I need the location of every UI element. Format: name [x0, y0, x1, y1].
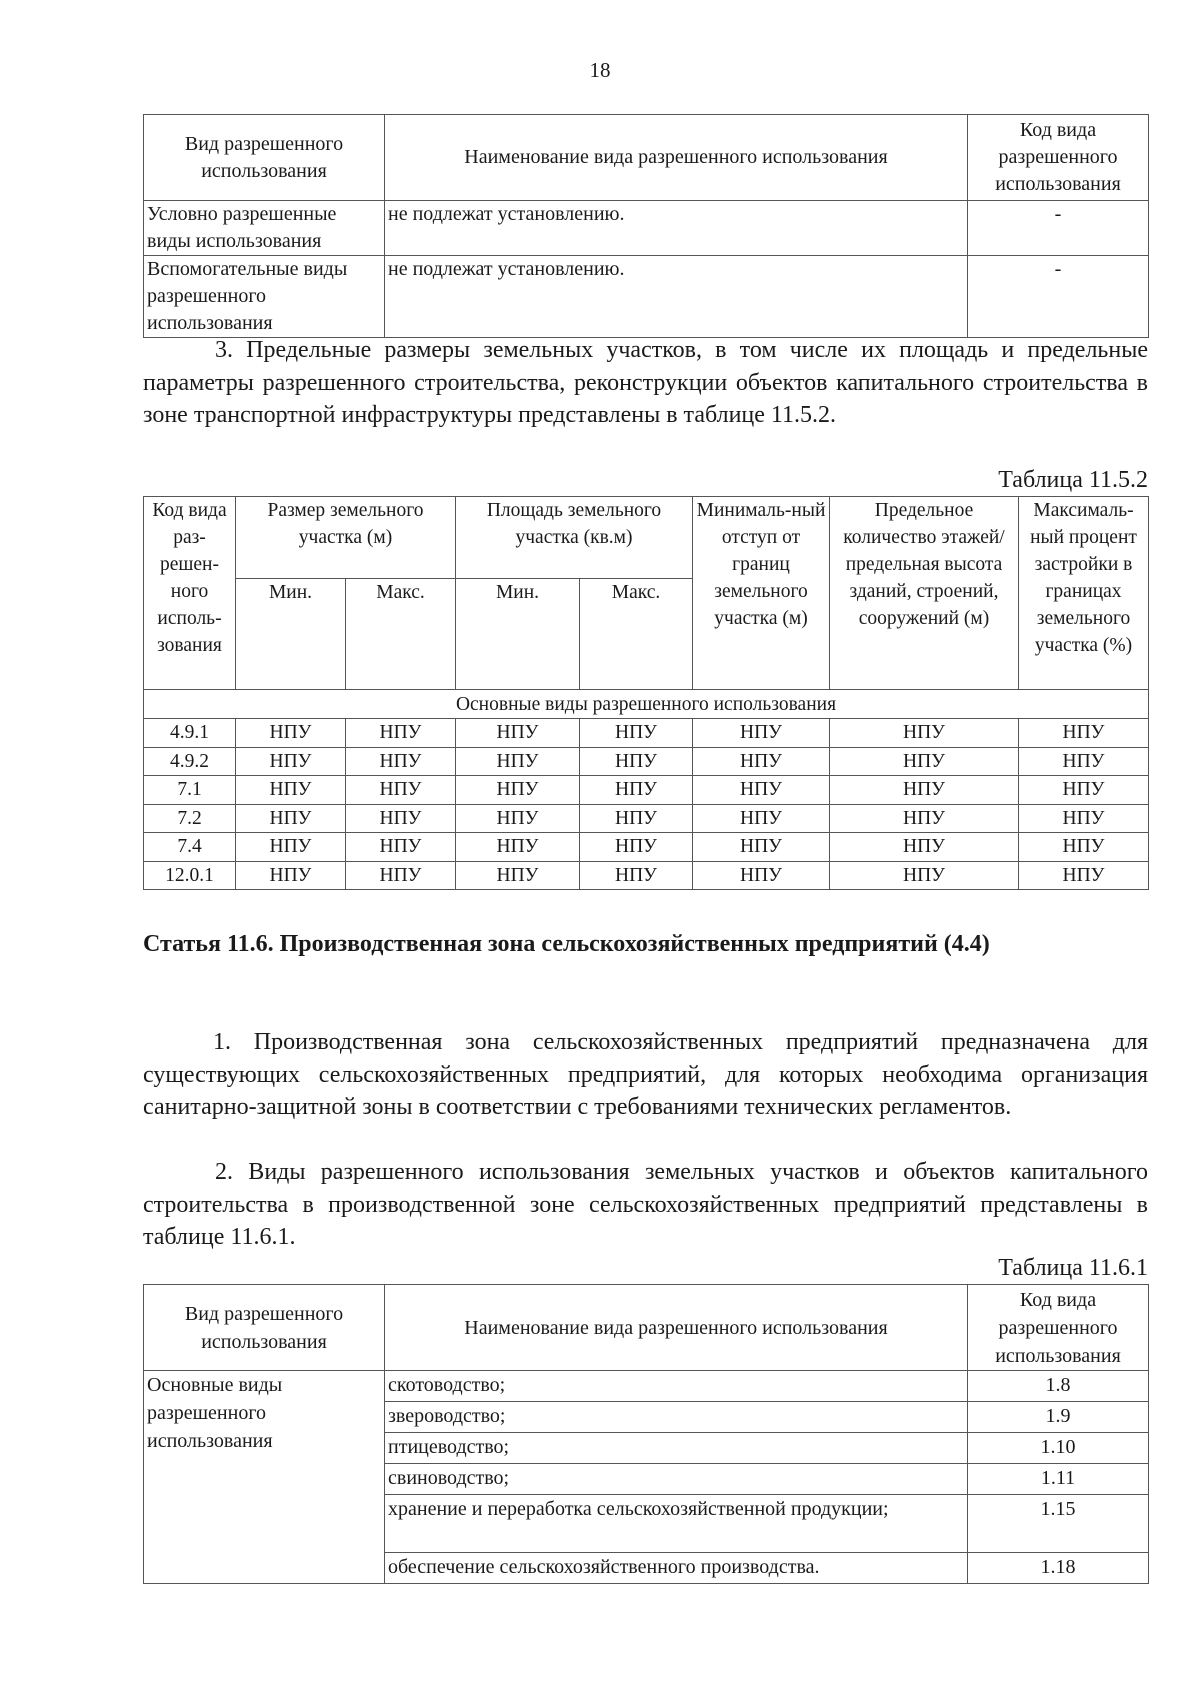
cell-size-min: НПУ	[236, 804, 346, 833]
table-11-6-1	[143, 1284, 1149, 1584]
article-title: Производственная зона сельскохозяйственных предприятий (4.4)	[279, 931, 990, 957]
cell-area-max: НПУ	[580, 719, 693, 748]
cell-code: 4.9.1	[144, 719, 236, 748]
cell-code: 12.0.1	[144, 861, 236, 890]
cell-name: не подлежат установлению.	[385, 256, 968, 338]
cell-code: 7.2	[144, 804, 236, 833]
cell-floors: НПУ	[830, 776, 1019, 805]
cell-size-max: НПУ	[346, 804, 456, 833]
cell-name: свиноводство;	[385, 1464, 968, 1495]
cell-size-min: НПУ	[236, 861, 346, 890]
cell-name: скотоводство;	[385, 1371, 968, 1402]
table-row	[144, 861, 1149, 890]
cell-code: 4.9.2	[144, 747, 236, 776]
cell-size-min: НПУ	[236, 747, 346, 776]
cell-kind: Вспомогательные виды разрешенного использования	[144, 256, 385, 338]
cell-area-max: НПУ	[580, 804, 693, 833]
cell-kind: Условно разрешенные виды использования	[144, 201, 385, 256]
table-caption-11-6-1: Таблица 11.6.1	[998, 1255, 1148, 1281]
cell-size-min: НПУ	[236, 719, 346, 748]
header-code: Код вида раз-решен-ного исполь-зования	[144, 497, 236, 690]
cell-offset: НПУ	[693, 861, 830, 890]
cell-code: 1.8	[968, 1371, 1149, 1402]
table-row	[144, 1371, 1149, 1402]
cell-name: птицеводство;	[385, 1433, 968, 1464]
cell-name: не подлежат установлению.	[385, 201, 968, 256]
cell-code: 1.15	[968, 1495, 1149, 1553]
header-max-percent: Максималь-ный процент застройки в границах земельного участка (%)	[1019, 497, 1149, 690]
header-size-min: Мин.	[236, 579, 346, 690]
header-name: Наименование вида разрешенного использования	[385, 115, 968, 201]
cell-size-max: НПУ	[346, 747, 456, 776]
cell-size-max: НПУ	[346, 719, 456, 748]
cell-name: хранение и переработка сельскохозяйственной продукции;	[385, 1495, 968, 1553]
cell-code: 1.18	[968, 1553, 1149, 1584]
cell-name: звероводство;	[385, 1402, 968, 1433]
table-row	[144, 833, 1149, 862]
header-kind: Вид разрешенного использования	[144, 1285, 385, 1371]
table-row	[144, 804, 1149, 833]
cell-area-min: НПУ	[456, 776, 580, 805]
cell-code: 1.11	[968, 1464, 1149, 1495]
page-number: 18	[589, 58, 611, 82]
cell-size-max: НПУ	[346, 833, 456, 862]
cell-code: 7.1	[144, 776, 236, 805]
header-size-max: Макс.	[346, 579, 456, 690]
article-number: Статья 11.6.	[143, 931, 274, 957]
table-permitted-uses-continuation	[143, 114, 1149, 338]
cell-area-max: НПУ	[580, 776, 693, 805]
cell-offset: НПУ	[693, 776, 830, 805]
section-main-uses: Основные виды разрешенного использования	[144, 690, 1149, 719]
paragraph-1: 1. Производственная зона сельскохозяйственных предприятий предназначена для существующих сельскохозяйственных предприятий, для которых необходима организация санитарно-защитной зоны в соответствии с требованиями технических регламентов.	[143, 1029, 1148, 1120]
header-max-floors: Предельное количество этажей/ предельная высота зданий, строений, сооружений (м)	[830, 497, 1019, 690]
header-area-max: Макс.	[580, 579, 693, 690]
header-code: Код вида разрешенного использования	[968, 1285, 1149, 1371]
cell-percent: НПУ	[1019, 861, 1149, 890]
cell-size-min: НПУ	[236, 833, 346, 862]
cell-floors: НПУ	[830, 861, 1019, 890]
header-plot-size: Размер земельного участка (м)	[236, 497, 456, 579]
cell-area-min: НПУ	[456, 719, 580, 748]
cell-percent: НПУ	[1019, 747, 1149, 776]
cell-area-min: НПУ	[456, 833, 580, 862]
cell-area-min: НПУ	[456, 747, 580, 776]
cell-area-max: НПУ	[580, 833, 693, 862]
cell-percent: НПУ	[1019, 776, 1149, 805]
cell-offset: НПУ	[693, 719, 830, 748]
cell-size-max: НПУ	[346, 776, 456, 805]
cell-floors: НПУ	[830, 747, 1019, 776]
cell-area-min: НПУ	[456, 861, 580, 890]
table-row	[144, 719, 1149, 748]
table-11-5-2	[143, 496, 1149, 890]
cell-name: обеспечение сельскохозяйственного производства.	[385, 1553, 968, 1584]
cell-size-min: НПУ	[236, 776, 346, 805]
cell-area-max: НПУ	[580, 861, 693, 890]
header-area-min: Мин.	[456, 579, 580, 690]
cell-size-max: НПУ	[346, 861, 456, 890]
paragraph-3: 3. Предельные размеры земельных участков, в том числе их площадь и предельные параметры разрешенного строительства, реконструкции объектов капитального строительства в зоне транспортной инфраструктуры представлены в таблице 11.5.2.	[143, 337, 1148, 428]
cell-offset: НПУ	[693, 833, 830, 862]
header-kind: Вид разрешенного использования	[144, 115, 385, 201]
cell-percent: НПУ	[1019, 719, 1149, 748]
cell-percent: НПУ	[1019, 833, 1149, 862]
cell-code: 7.4	[144, 833, 236, 862]
cell-floors: НПУ	[830, 719, 1019, 748]
cell-code: 1.9	[968, 1402, 1149, 1433]
paragraph-2: 2. Виды разрешенного использования земельных участков и объектов капитального строительства в производственной зоне сельскохозяйственных предприятий представлены в таблице 11.6.1.	[143, 1159, 1148, 1250]
cell-offset: НПУ	[693, 747, 830, 776]
table-caption-11-5-2: Таблица 11.5.2	[998, 467, 1148, 493]
cell-group-main-uses: Основные виды разрешенного использования	[144, 1371, 385, 1584]
cell-floors: НПУ	[830, 804, 1019, 833]
cell-offset: НПУ	[693, 804, 830, 833]
cell-area-min: НПУ	[456, 804, 580, 833]
cell-percent: НПУ	[1019, 804, 1149, 833]
header-min-offset: Минималь-ный отступ от границ земельного участка (м)	[693, 497, 830, 690]
cell-code: -	[968, 256, 1149, 338]
table-row	[144, 747, 1149, 776]
cell-floors: НПУ	[830, 833, 1019, 862]
cell-code: -	[968, 201, 1149, 256]
header-code: Код вида разрешенного использования	[968, 115, 1149, 201]
table-row	[144, 201, 1149, 256]
header-plot-area: Площадь земельного участка (кв.м)	[456, 497, 693, 579]
table-row	[144, 776, 1149, 805]
header-name: Наименование вида разрешенного использования	[385, 1285, 968, 1371]
article-heading	[143, 928, 1148, 961]
table-row	[144, 256, 1149, 338]
cell-area-max: НПУ	[580, 747, 693, 776]
cell-code: 1.10	[968, 1433, 1149, 1464]
